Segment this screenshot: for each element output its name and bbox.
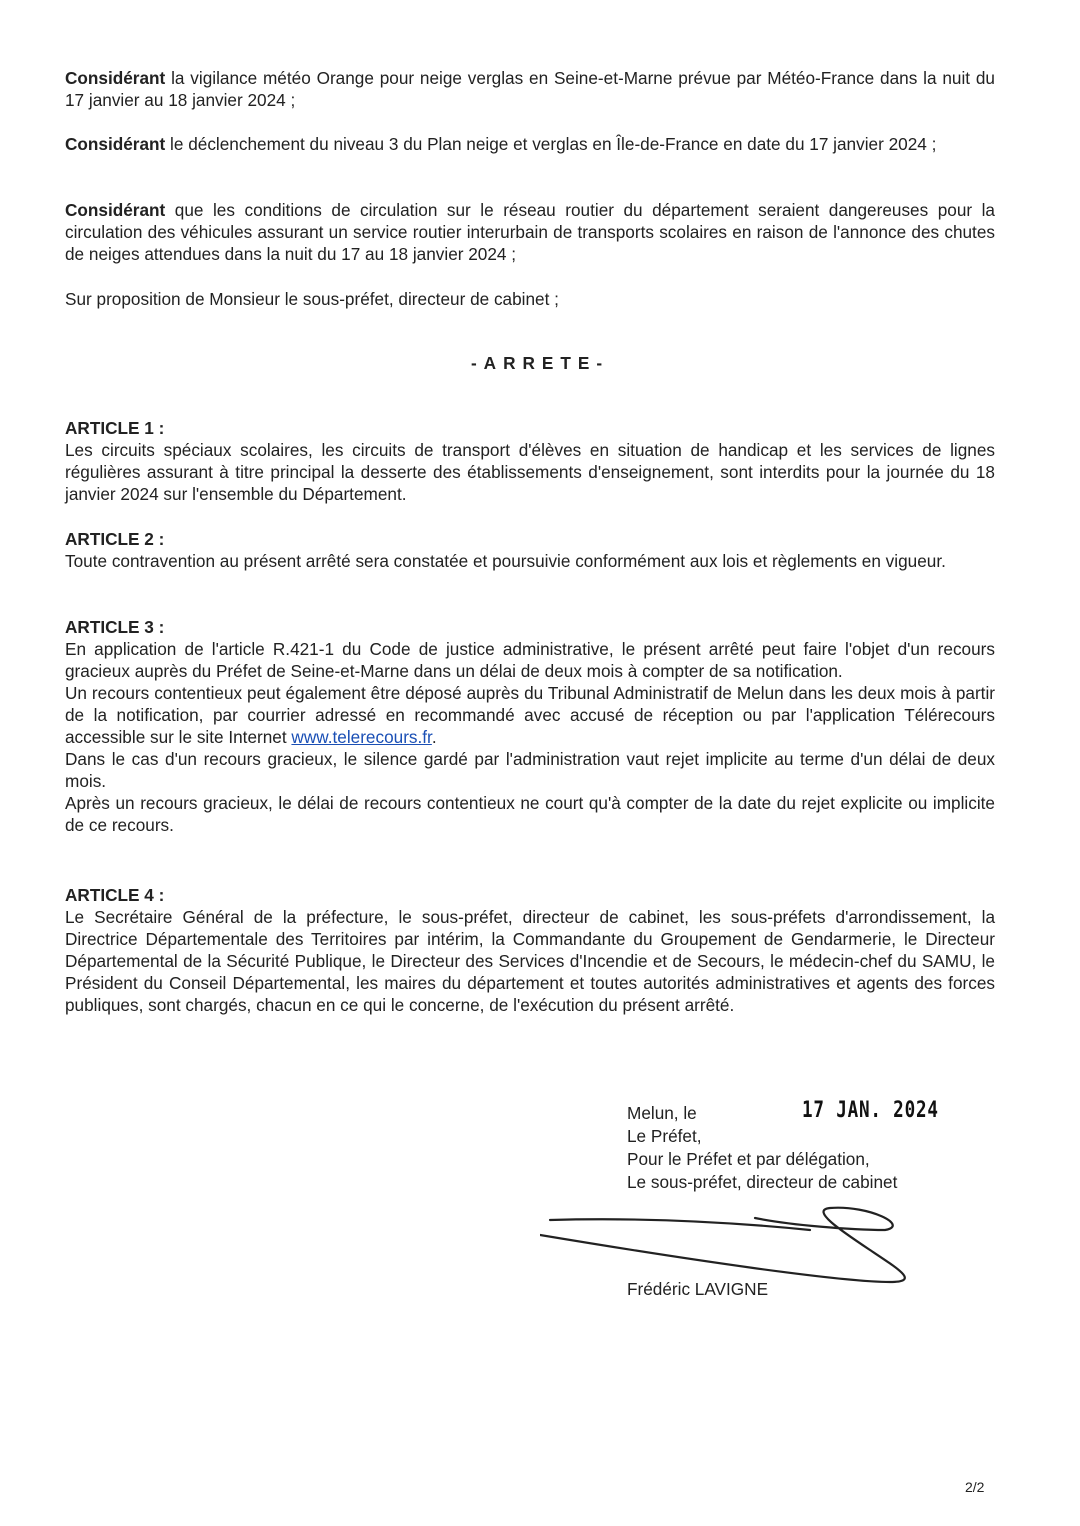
article-body: Toute contravention au présent arrêté sera constatée et poursuivie conformément aux lois et règlements en vigueur. xyxy=(65,551,946,571)
article-body: En application de l'article R.421-1 du Code de justice administrative, le présent arrêté peut faire l'objet d'un recours gracieux auprès du Préfet de Seine-et-Marne dans un délai de deux mois à compter de sa notification. xyxy=(65,639,995,681)
considerant-text: la vigilance météo Orange pour neige verglas en Seine-et-Marne prévue par Météo-France dans la nuit du 17 janvier au 18 janvier 2024 ; xyxy=(65,68,995,110)
date-stamp: 17 JAN. 2024 xyxy=(802,1098,939,1123)
delegation: Pour le Préfet et par délégation, xyxy=(627,1149,870,1169)
considerant-text: que les conditions de circulation sur le réseau routier du département seraient dangereuses pour la circulation des véhicules assurant un service routier interurbain de transports scolaires en raison de l'annonce des chutes de neiges attendues dans la nuit du 17 au 18 janvier 2024 ; xyxy=(65,200,995,264)
considerant-text: le déclenchement du niveau 3 du Plan neige et verglas en Île-de-France en date du 17 janvier 2024 ; xyxy=(165,134,937,154)
signatory-name: Frédéric LAVIGNE xyxy=(627,1279,769,1299)
article-body: Après un recours gracieux, le délai de recours contentieux ne court qu'à compter de la date du rejet explicite ou implicite de ce recours. xyxy=(65,793,995,835)
article-4 xyxy=(65,884,995,1016)
article-title: ARTICLE 2 : xyxy=(65,529,165,549)
signatory-title: Le Préfet, xyxy=(627,1126,702,1146)
arrete-heading: -ARRETE- xyxy=(470,353,610,373)
telerecours-link[interactable]: www.telerecours.fr xyxy=(291,727,432,747)
page-number: 2/2 xyxy=(965,1479,985,1495)
article-1 xyxy=(65,417,995,505)
article-title: ARTICLE 3 : xyxy=(65,617,165,637)
article-body: Les circuits spéciaux scolaires, les circuits de transport d'élèves en situation de handicap et les services de lignes régulières assurant à titre principal la desserte des établissements d'enseignement, sont interdits pour la journée du 18 janvier 2024 sur l'ensemble du Département. xyxy=(65,440,995,504)
article-3 xyxy=(65,616,995,836)
considerant-lead: Considérant xyxy=(65,68,166,88)
considerant-lead: Considérant xyxy=(65,200,166,220)
article-body: Dans le cas d'un recours gracieux, le silence gardé par l'administration vaut rejet implicite au terme d'un délai de deux mois. xyxy=(65,749,995,791)
article-2 xyxy=(65,528,995,572)
considerant-2 xyxy=(65,133,995,155)
considerant-1 xyxy=(65,67,995,111)
considerant-lead: Considérant xyxy=(65,134,166,154)
article-title: ARTICLE 4 : xyxy=(65,885,165,905)
article-body: Un recours contentieux peut également être déposé auprès du Tribunal Administratif de Melun dans les deux mois à partir de la notification, par courrier adressé en recommandé avec accusé de réception ou par l'application Télérecours accessible sur le site Internet www.telerecours.fr. xyxy=(65,683,995,747)
proposition: Sur proposition de Monsieur le sous-préfet, directeur de cabinet ; xyxy=(65,289,559,309)
signatory-role: Le sous-préfet, directeur de cabinet xyxy=(627,1172,898,1192)
article-title: ARTICLE 1 : xyxy=(65,418,165,438)
handwritten-signature xyxy=(540,1190,930,1290)
place: Melun, le xyxy=(627,1103,697,1123)
article-body: Le Secrétaire Général de la préfecture, le sous-préfet, directeur de cabinet, les sous-préfets d'arrondissement, la Directrice Départementale des Territoires par intérim, la Commandante du Groupement de Gendarmerie, le Directeur Départemental de la Sécurité Publique, le Directeur des Services d'Incendie et de Secours, le médecin-chef du SAMU, le Président du Conseil Départemental, les maires du département et toutes autorités administratives et agents des forces publiques, sont chargés, chacun en ce qui le concerne, de l'exécution du présent arrêté. xyxy=(65,907,995,1015)
considerant-3 xyxy=(65,199,995,265)
